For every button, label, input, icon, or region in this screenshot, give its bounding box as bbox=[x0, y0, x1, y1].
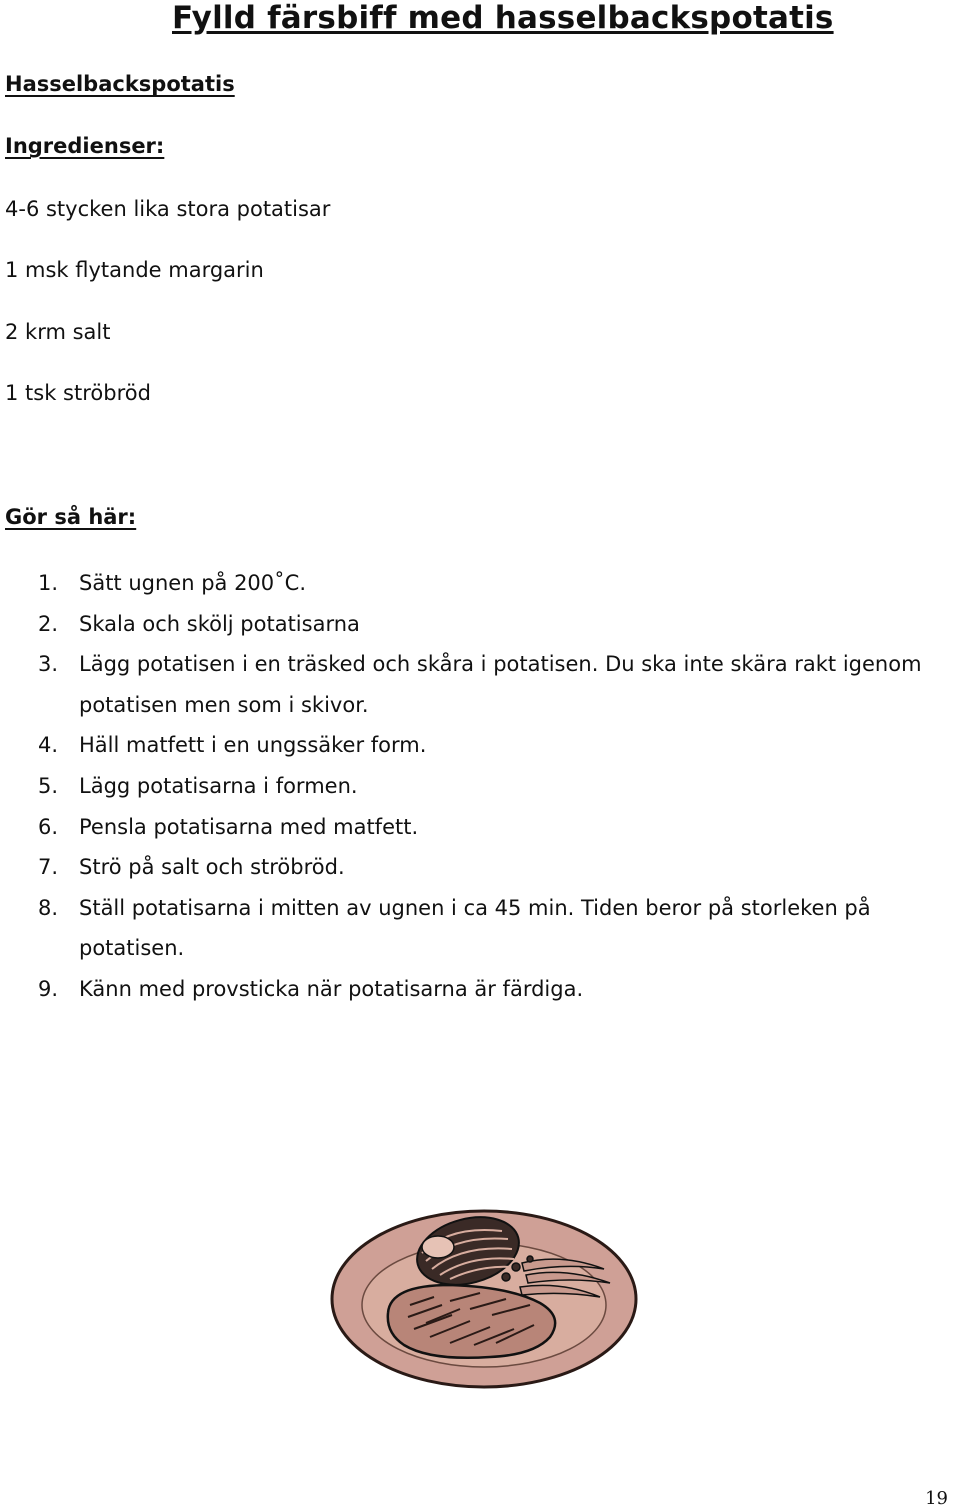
page-number: 19 bbox=[925, 1488, 948, 1509]
steps-list bbox=[38, 563, 948, 1010]
step-item bbox=[38, 888, 948, 969]
step-number: 2. bbox=[38, 611, 59, 636]
step-text: Strö på salt och ströbröd. bbox=[79, 855, 345, 880]
step-number: 7. bbox=[38, 855, 59, 880]
ingredient-item: 1 msk flytande margarin bbox=[5, 258, 264, 282]
step-number: 6. bbox=[38, 814, 59, 839]
step-item bbox=[38, 766, 948, 807]
step-text: Ställ potatisarna i mitten av ugnen i ca 45 min. Tiden beror på storleken på potatisen. bbox=[79, 895, 871, 961]
step-text: Pensla potatisarna med matfett. bbox=[79, 814, 419, 839]
step-item bbox=[38, 725, 948, 766]
step-text: Häll matfett i en ungssäker form. bbox=[79, 733, 427, 758]
ingredient-item: 2 krm salt bbox=[5, 320, 111, 344]
step-number: 3. bbox=[38, 652, 59, 677]
step-item bbox=[38, 847, 948, 888]
step-item bbox=[38, 644, 948, 725]
ingredient-item: 4-6 stycken lika stora potatisar bbox=[5, 197, 331, 221]
step-text: Lägg potatisen i en träsked och skåra i potatisen. Du ska inte skära rakt igenom potatisen men som i skivor. bbox=[79, 652, 922, 717]
page-title: Fylld färsbiff med hasselbackspotatis bbox=[172, 0, 834, 36]
step-item bbox=[38, 969, 948, 1010]
step-text: Lägg potatisarna i formen. bbox=[79, 773, 358, 798]
recipe-name: Hasselbackspotatis bbox=[5, 72, 235, 96]
step-item bbox=[38, 563, 948, 604]
step-number: 5. bbox=[38, 773, 59, 798]
step-text: Skala och skölj potatisarna bbox=[79, 611, 360, 636]
step-number: 8. bbox=[38, 895, 59, 920]
step-number: 1. bbox=[38, 571, 59, 595]
step-number: 9. bbox=[38, 976, 59, 1001]
plate-with-steak-and-potato-icon bbox=[330, 1205, 638, 1390]
ingredient-item: 1 tsk ströbröd bbox=[5, 381, 151, 405]
step-text: Sätt ugnen på 200˚C. bbox=[79, 571, 306, 595]
step-item bbox=[38, 807, 948, 848]
ingredients-heading: Ingredienser: bbox=[5, 134, 165, 158]
step-number: 4. bbox=[38, 733, 59, 758]
step-text: Känn med provsticka när potatisarna är färdiga. bbox=[79, 976, 584, 1001]
step-item bbox=[38, 604, 948, 645]
steps-heading: Gör så här: bbox=[5, 505, 137, 529]
